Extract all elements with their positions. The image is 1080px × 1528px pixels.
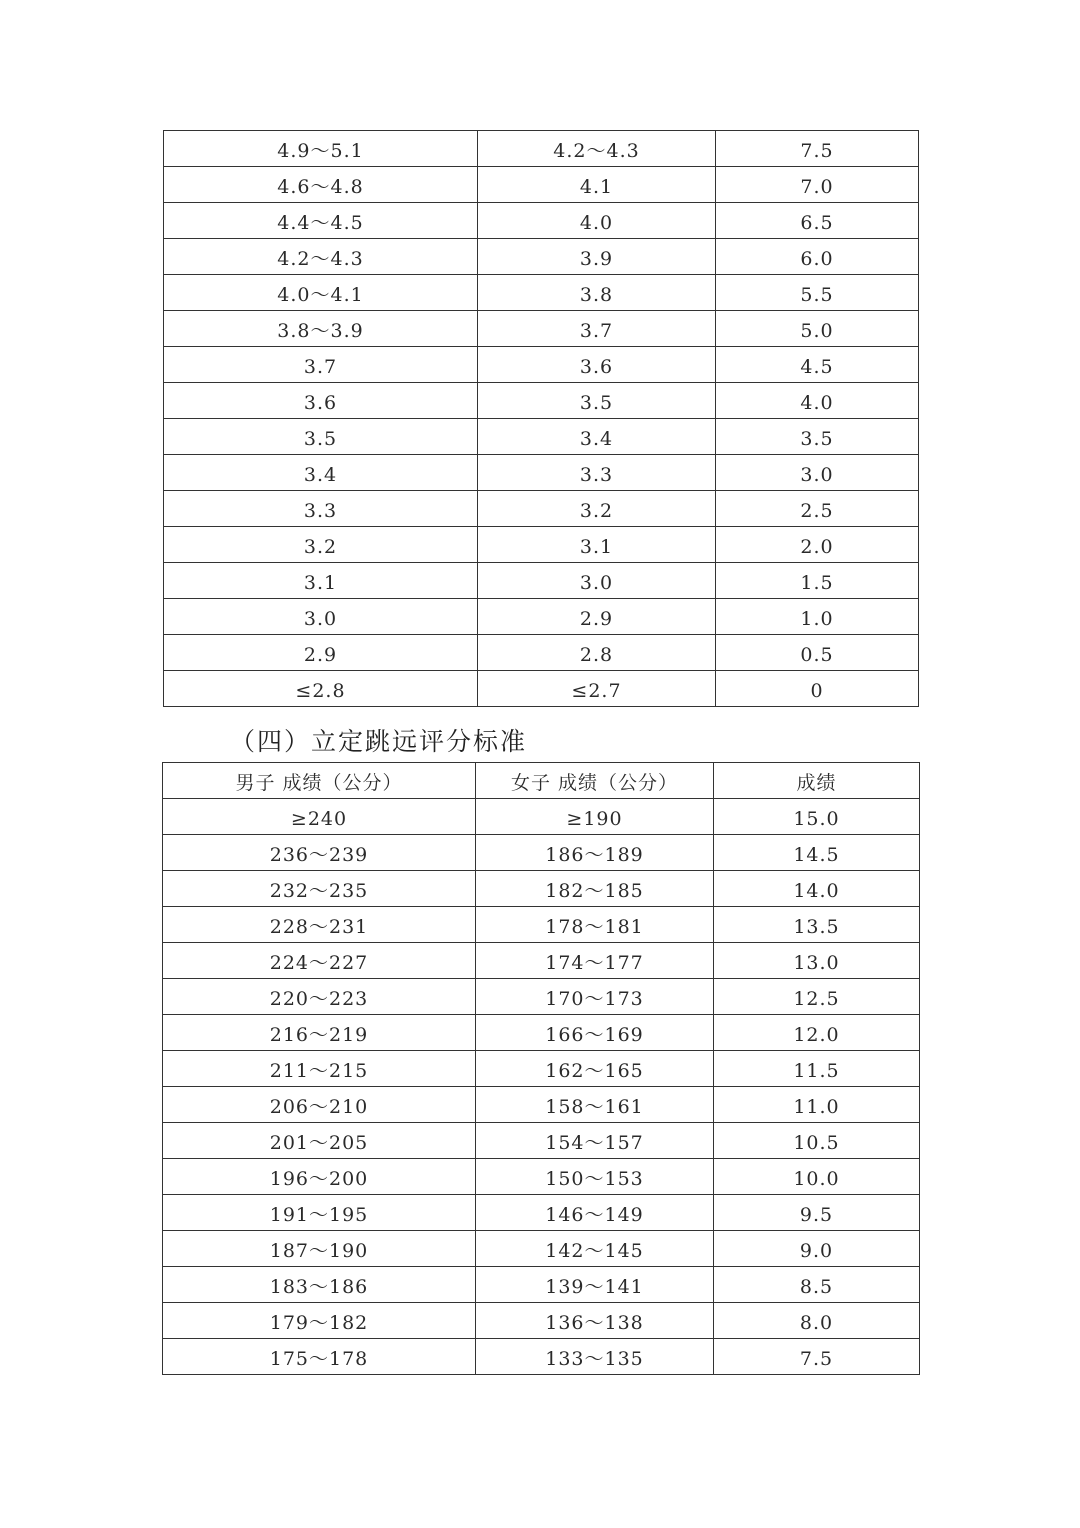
cell-male-score: 216～219 xyxy=(163,1015,476,1051)
cell-points: 4.5 xyxy=(716,347,919,383)
cell-female-score: 3.8 xyxy=(478,275,716,311)
table-row xyxy=(164,527,919,563)
cell-male-score: 206～210 xyxy=(163,1087,476,1123)
cell-female-score: ≥190 xyxy=(476,799,714,835)
cell-female-score: 4.2～4.3 xyxy=(478,131,716,167)
cell-female-score: 3.4 xyxy=(478,419,716,455)
cell-male-score: 4.4～4.5 xyxy=(164,203,478,239)
cell-points: 5.5 xyxy=(716,275,919,311)
cell-points: 0.5 xyxy=(716,635,919,671)
cell-female-score: 170～173 xyxy=(476,979,714,1015)
cell-points: 1.5 xyxy=(716,563,919,599)
cell-female-score: 133～135 xyxy=(476,1339,714,1375)
cell-female-score: 158～161 xyxy=(476,1087,714,1123)
table-row xyxy=(164,275,919,311)
cell-male-score: 3.5 xyxy=(164,419,478,455)
table-row xyxy=(164,563,919,599)
standing-long-jump-table-body xyxy=(163,799,920,1375)
cell-points: 15.0 xyxy=(714,799,920,835)
cell-points: 4.0 xyxy=(716,383,919,419)
cell-points: 2.0 xyxy=(716,527,919,563)
cell-points: 9.0 xyxy=(714,1231,920,1267)
header-row xyxy=(163,763,920,799)
cell-male-score: 228～231 xyxy=(163,907,476,943)
cell-male-score: 4.6～4.8 xyxy=(164,167,478,203)
table-row xyxy=(164,599,919,635)
cell-male-score: ≥240 xyxy=(163,799,476,835)
cell-female-score: 178～181 xyxy=(476,907,714,943)
table-row xyxy=(164,347,919,383)
cell-points: 7.5 xyxy=(714,1339,920,1375)
cell-points: 5.0 xyxy=(716,311,919,347)
table-row xyxy=(164,635,919,671)
cell-points: 10.0 xyxy=(714,1159,920,1195)
header-female-score: 女子 成绩（公分） xyxy=(476,763,714,799)
cell-female-score: 2.8 xyxy=(478,635,716,671)
cell-male-score: 3.0 xyxy=(164,599,478,635)
cell-male-score: 4.0～4.1 xyxy=(164,275,478,311)
cell-points: 10.5 xyxy=(714,1123,920,1159)
cell-male-score: 3.6 xyxy=(164,383,478,419)
cell-points: 13.0 xyxy=(714,943,920,979)
cell-female-score: 3.9 xyxy=(478,239,716,275)
table-row xyxy=(163,1267,920,1303)
cell-male-score: 196～200 xyxy=(163,1159,476,1195)
cell-points: 12.5 xyxy=(714,979,920,1015)
header-male-score: 男子 成绩（公分） xyxy=(163,763,476,799)
table-row xyxy=(163,979,920,1015)
cell-male-score: 3.3 xyxy=(164,491,478,527)
cell-points: 7.0 xyxy=(716,167,919,203)
table-row xyxy=(164,311,919,347)
cell-female-score: 3.0 xyxy=(478,563,716,599)
cell-female-score: 4.0 xyxy=(478,203,716,239)
table-row xyxy=(164,491,919,527)
cell-female-score: 3.7 xyxy=(478,311,716,347)
cell-female-score: 154～157 xyxy=(476,1123,714,1159)
table-row xyxy=(163,1123,920,1159)
cell-points: 8.0 xyxy=(714,1303,920,1339)
section-heading: （四）立定跳远评分标准 xyxy=(230,727,528,756)
cell-male-score: 3.4 xyxy=(164,455,478,491)
cell-male-score: 3.8～3.9 xyxy=(164,311,478,347)
header-points: 成绩 xyxy=(714,763,920,799)
cell-points: 12.0 xyxy=(714,1015,920,1051)
scoring-table-continued xyxy=(163,130,919,707)
table-row xyxy=(163,1195,920,1231)
cell-male-score: 2.9 xyxy=(164,635,478,671)
cell-female-score: 2.9 xyxy=(478,599,716,635)
cell-male-score: 4.9～5.1 xyxy=(164,131,478,167)
table-row xyxy=(163,1051,920,1087)
cell-male-score: 236～239 xyxy=(163,835,476,871)
cell-points: 13.5 xyxy=(714,907,920,943)
cell-points: 0 xyxy=(716,671,919,707)
cell-female-score: 3.1 xyxy=(478,527,716,563)
table-row xyxy=(164,131,919,167)
cell-female-score: 3.2 xyxy=(478,491,716,527)
table-row xyxy=(163,1231,920,1267)
cell-male-score: 224～227 xyxy=(163,943,476,979)
cell-points: 11.0 xyxy=(714,1087,920,1123)
cell-points: 8.5 xyxy=(714,1267,920,1303)
table-row xyxy=(164,239,919,275)
cell-points: 7.5 xyxy=(716,131,919,167)
cell-points: 14.0 xyxy=(714,871,920,907)
cell-male-score: 220～223 xyxy=(163,979,476,1015)
table-row xyxy=(164,419,919,455)
cell-male-score: 187～190 xyxy=(163,1231,476,1267)
cell-female-score: 162～165 xyxy=(476,1051,714,1087)
table-row xyxy=(163,1339,920,1375)
cell-female-score: 3.5 xyxy=(478,383,716,419)
cell-male-score: ≤2.8 xyxy=(164,671,478,707)
table-row xyxy=(164,455,919,491)
table-row xyxy=(163,1015,920,1051)
cell-female-score: 139～141 xyxy=(476,1267,714,1303)
cell-female-score: 150～153 xyxy=(476,1159,714,1195)
table-row xyxy=(164,383,919,419)
cell-male-score: 3.7 xyxy=(164,347,478,383)
table-row xyxy=(163,943,920,979)
cell-male-score: 211～215 xyxy=(163,1051,476,1087)
cell-points: 6.5 xyxy=(716,203,919,239)
cell-female-score: 146～149 xyxy=(476,1195,714,1231)
cell-female-score: 3.6 xyxy=(478,347,716,383)
cell-points: 14.5 xyxy=(714,835,920,871)
table-row xyxy=(163,799,920,835)
cell-female-score: ≤2.7 xyxy=(478,671,716,707)
cell-female-score: 4.1 xyxy=(478,167,716,203)
cell-female-score: 142～145 xyxy=(476,1231,714,1267)
table-row xyxy=(164,167,919,203)
cell-female-score: 3.3 xyxy=(478,455,716,491)
cell-points: 3.0 xyxy=(716,455,919,491)
cell-male-score: 191～195 xyxy=(163,1195,476,1231)
cell-male-score: 232～235 xyxy=(163,871,476,907)
cell-points: 11.5 xyxy=(714,1051,920,1087)
cell-male-score: 3.2 xyxy=(164,527,478,563)
table-row xyxy=(164,671,919,707)
cell-male-score: 183～186 xyxy=(163,1267,476,1303)
cell-points: 3.5 xyxy=(716,419,919,455)
cell-male-score: 4.2～4.3 xyxy=(164,239,478,275)
scoring-table-body xyxy=(164,131,919,707)
cell-female-score: 174～177 xyxy=(476,943,714,979)
standing-long-jump-table xyxy=(162,762,920,1375)
cell-points: 1.0 xyxy=(716,599,919,635)
table-row xyxy=(164,203,919,239)
table-header xyxy=(163,763,920,799)
cell-points: 9.5 xyxy=(714,1195,920,1231)
table-row xyxy=(163,871,920,907)
cell-points: 2.5 xyxy=(716,491,919,527)
cell-male-score: 201～205 xyxy=(163,1123,476,1159)
cell-points: 6.0 xyxy=(716,239,919,275)
cell-female-score: 166～169 xyxy=(476,1015,714,1051)
table-row xyxy=(163,1087,920,1123)
cell-male-score: 179～182 xyxy=(163,1303,476,1339)
cell-female-score: 186～189 xyxy=(476,835,714,871)
cell-male-score: 175～178 xyxy=(163,1339,476,1375)
table-row xyxy=(163,1159,920,1195)
table-row xyxy=(163,1303,920,1339)
table-row xyxy=(163,835,920,871)
cell-female-score: 182～185 xyxy=(476,871,714,907)
cell-female-score: 136～138 xyxy=(476,1303,714,1339)
cell-male-score: 3.1 xyxy=(164,563,478,599)
table-row xyxy=(163,907,920,943)
